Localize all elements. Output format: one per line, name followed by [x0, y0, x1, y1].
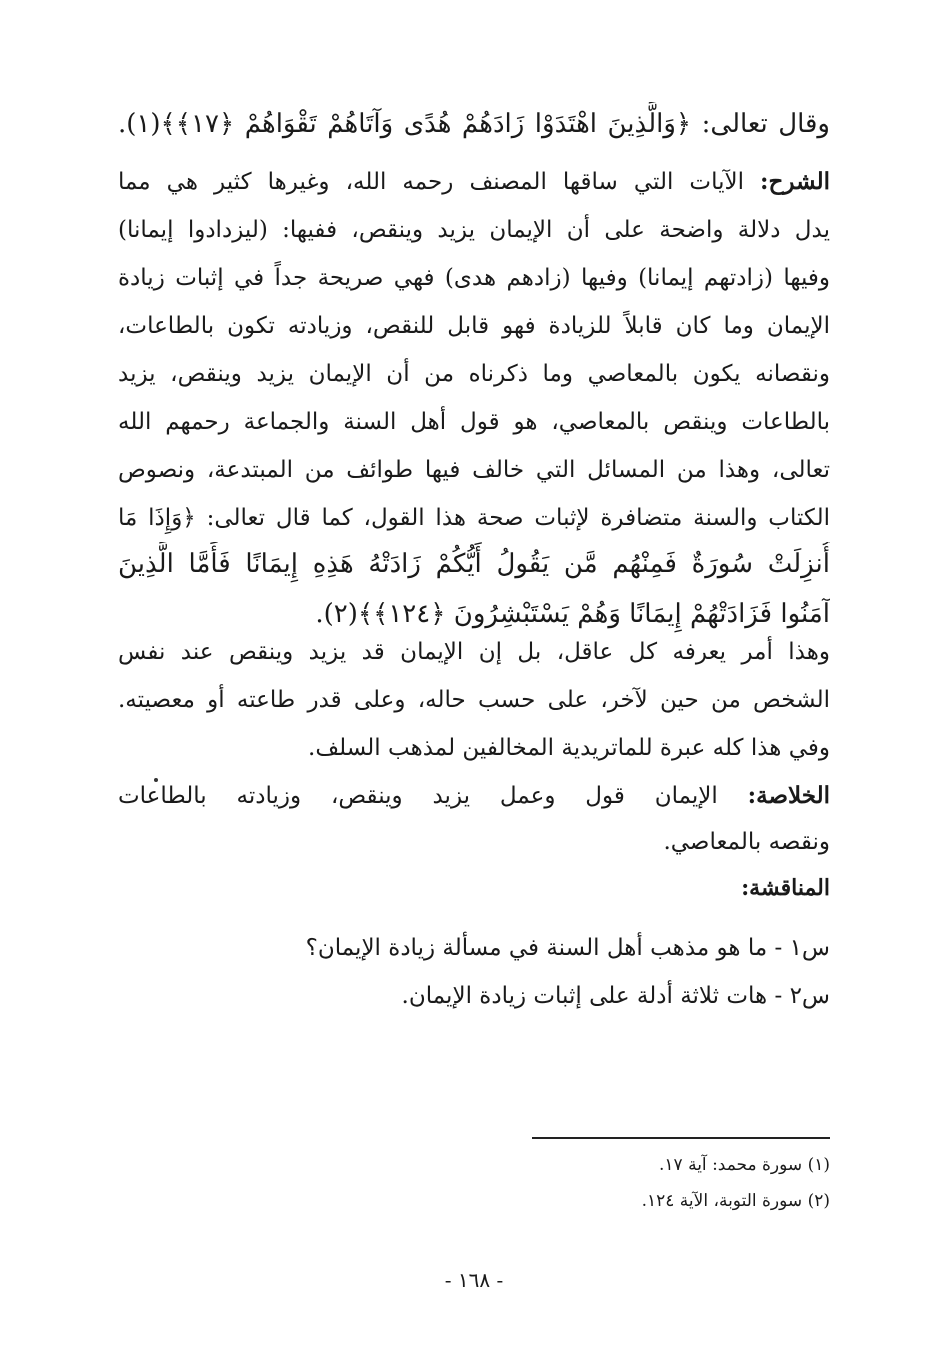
section-label: الخلاصة: — [747, 782, 830, 809]
verse-line: آمَنُوا فَزَادَتْهُمْ إِيمَانًا وَهُمْ يَسْتَبْشِرُونَ ﴿١٢٤﴾﴾(٢). — [315, 599, 830, 629]
body-line: يدل دلالة واضحة على أن الإيمان يزيد وينقص، ففيها: (ليزدادوا إيمانا) — [118, 217, 830, 243]
footnote-divider — [532, 1137, 830, 1139]
body-line: ونقصانه يكون بالمعاصي وما ذكرناه من أن الإيمان يزيد وينقص، يزيد — [118, 361, 830, 387]
section-label: الشرح: — [760, 168, 830, 195]
verse-line: وقال تعالى: ﴿وَالَّذِينَ اهْتَدَوْا زَادَهُمْ هُدًى وَآتَاهُمْ تَقْوَاهُمْ ﴿١٧﴾﴾(١). — [118, 109, 830, 139]
paragraph-line: وفي هذا كله عبرة للماتريدية المخالفين لمذهب السلف. — [308, 735, 830, 761]
verse-line: أُنزِلَتْ سُورَةٌ فَمِنْهُم مَّن يَقُولُ أَيُّكُمْ زَادَتْهُ هَذِهِ إِيمَانًا فَأَمَّا الَّذِينَ — [118, 549, 830, 579]
paragraph-line: وهذا أمر يعرفه كل عاقل، بل إن الإيمان قد يزيد وينقص عند نفس — [118, 639, 830, 665]
margin-mark — [154, 778, 158, 782]
question-item: س١ - ما هو مذهب أهل السنة في مسألة زيادة الإيمان؟ — [305, 935, 830, 961]
body-line: الشرح: الآيات التي ساقها المصنف رحمه الله، وغيرها كثير هي مما — [118, 168, 830, 195]
page-number: - ١٦٨ - — [444, 1268, 504, 1292]
question-item: س٢ - هات ثلاثة أدلة على إثبات زيادة الإيمان. — [401, 983, 830, 1009]
paragraph-line: الشخص من حين لآخر، على حسب حاله، وعلى قدر طاعته أو معصيته. — [118, 687, 830, 713]
footnote: (١) سورة محمد: آية ١٧. — [659, 1155, 830, 1175]
discussion-heading: المناقشة: — [741, 875, 830, 901]
body-line: تعالى، وهذا من المسائل التي خالف فيها طوائف من المبتدعة، ونصوص — [118, 457, 830, 483]
body-line: الإيمان وما كان قابلاً للزيادة فهو قابل للنقص، وزيادته تكون بالطاعات، — [118, 313, 830, 339]
footnote: (٢) سورة التوبة، الآية ١٢٤. — [641, 1191, 830, 1211]
body-line: وفيها (زادتهم إيمانا) وفيها (زادهم هدى) فهي صريحة جداً في إثبات زيادة — [118, 265, 830, 291]
body-line: الكتاب والسنة متضافرة لإثبات صحة هذا القول، كما قال تعالى: ﴿وَإِذَا مَا — [118, 505, 830, 531]
body-line: بالطاعات وينقص بالمعاصي، هو قول أهل السنة والجماعة رحمهم الله — [118, 409, 830, 435]
summary-line: الخلاصة: الإيمان قول وعمل يزيد وينقص، وزيادته بالطاعات — [118, 782, 830, 809]
summary-line: ونقصه بالمعاصي. — [663, 829, 830, 855]
